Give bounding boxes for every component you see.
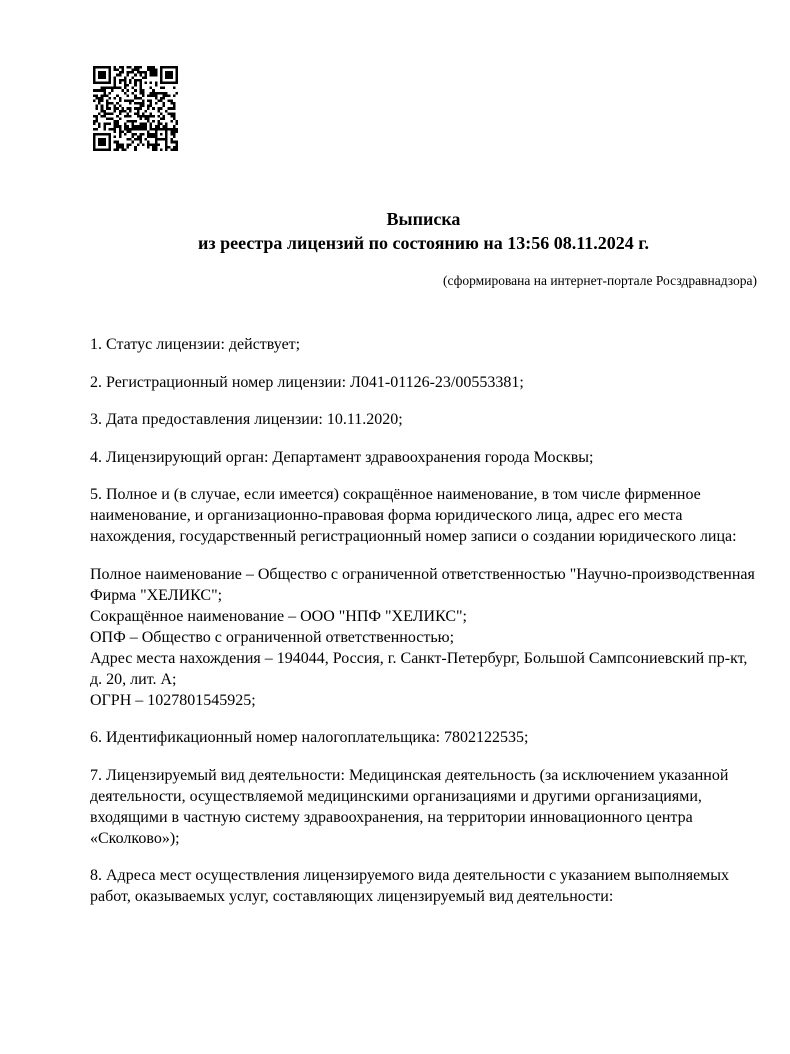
entity-address: Адрес места нахождения – 194044, Россия, г. Санкт-Петербург, Большой Сампсониевский пр-кт, д. 20, лит. А; [90, 649, 748, 688]
entity-ogrn: ОГРН – 1027801545925; [90, 691, 256, 709]
paragraph-registration-number: 2. Регистрационный номер лицензии: Л041-01126-23/00553381; [90, 373, 524, 391]
document-title: Выписка [386, 209, 461, 229]
entity-short-name: Сокращённое наименование – ООО "НПФ "ХЕЛИКС"; [90, 607, 467, 625]
document-body [90, 334, 757, 907]
paragraph-inn: 6. Идентификационный номер налогоплательщика: 7802122535; [90, 729, 529, 746]
entity-legal-form: ОПФ – Общество с ограниченной ответственностью; [90, 628, 455, 646]
entity-details-block [90, 564, 757, 711]
document-content [90, 0, 757, 924]
paragraph-addresses-intro: 8. Адреса мест осуществления лицензируемого вида деятельности с указанием выполняемых работ, оказываемых услуг, составляющих лицензируемый вид деятельности: [90, 867, 730, 905]
document-title-block [90, 207, 757, 255]
document-subtitle: (сформирована на интернет-портале Росздравнадзора) [442, 273, 757, 288]
paragraph-licensing-authority: 4. Лицензирующий орган: Департамент здравоохранения города Москвы; [90, 448, 594, 466]
paragraph-entity-intro: 5. Полное и (в случае, если имеется) сокращённое наименование, в том числе фирменное наименование, и организационно-правовая форма юридического лица, адрес его места нахождения, государственный регистрационный номер записи о создании юридического лица: [90, 486, 737, 545]
paragraph-license-status: 1. Статус лицензии: действует; [90, 336, 301, 353]
document-title-date-line: из реестра лицензий по состоянию на 13:56 08.11.2024 г. [198, 233, 649, 253]
entity-full-name: Полное наименование – Общество с ограниченной ответственностью "Научно-производственная Фирма "ХЕЛИКС"; [90, 565, 755, 604]
paragraph-grant-date: 3. Дата предоставления лицензии: 10.11.2020; [90, 411, 403, 428]
paragraph-licensed-activity: 7. Лицензируемый вид деятельности: Медицинская деятельность (за исключением указанной деятельности, осуществляемой медицинскими организациями и другими организациями, входящими в частную систему здравоохранения, на территории инновационного центра «Сколково»); [90, 766, 729, 847]
